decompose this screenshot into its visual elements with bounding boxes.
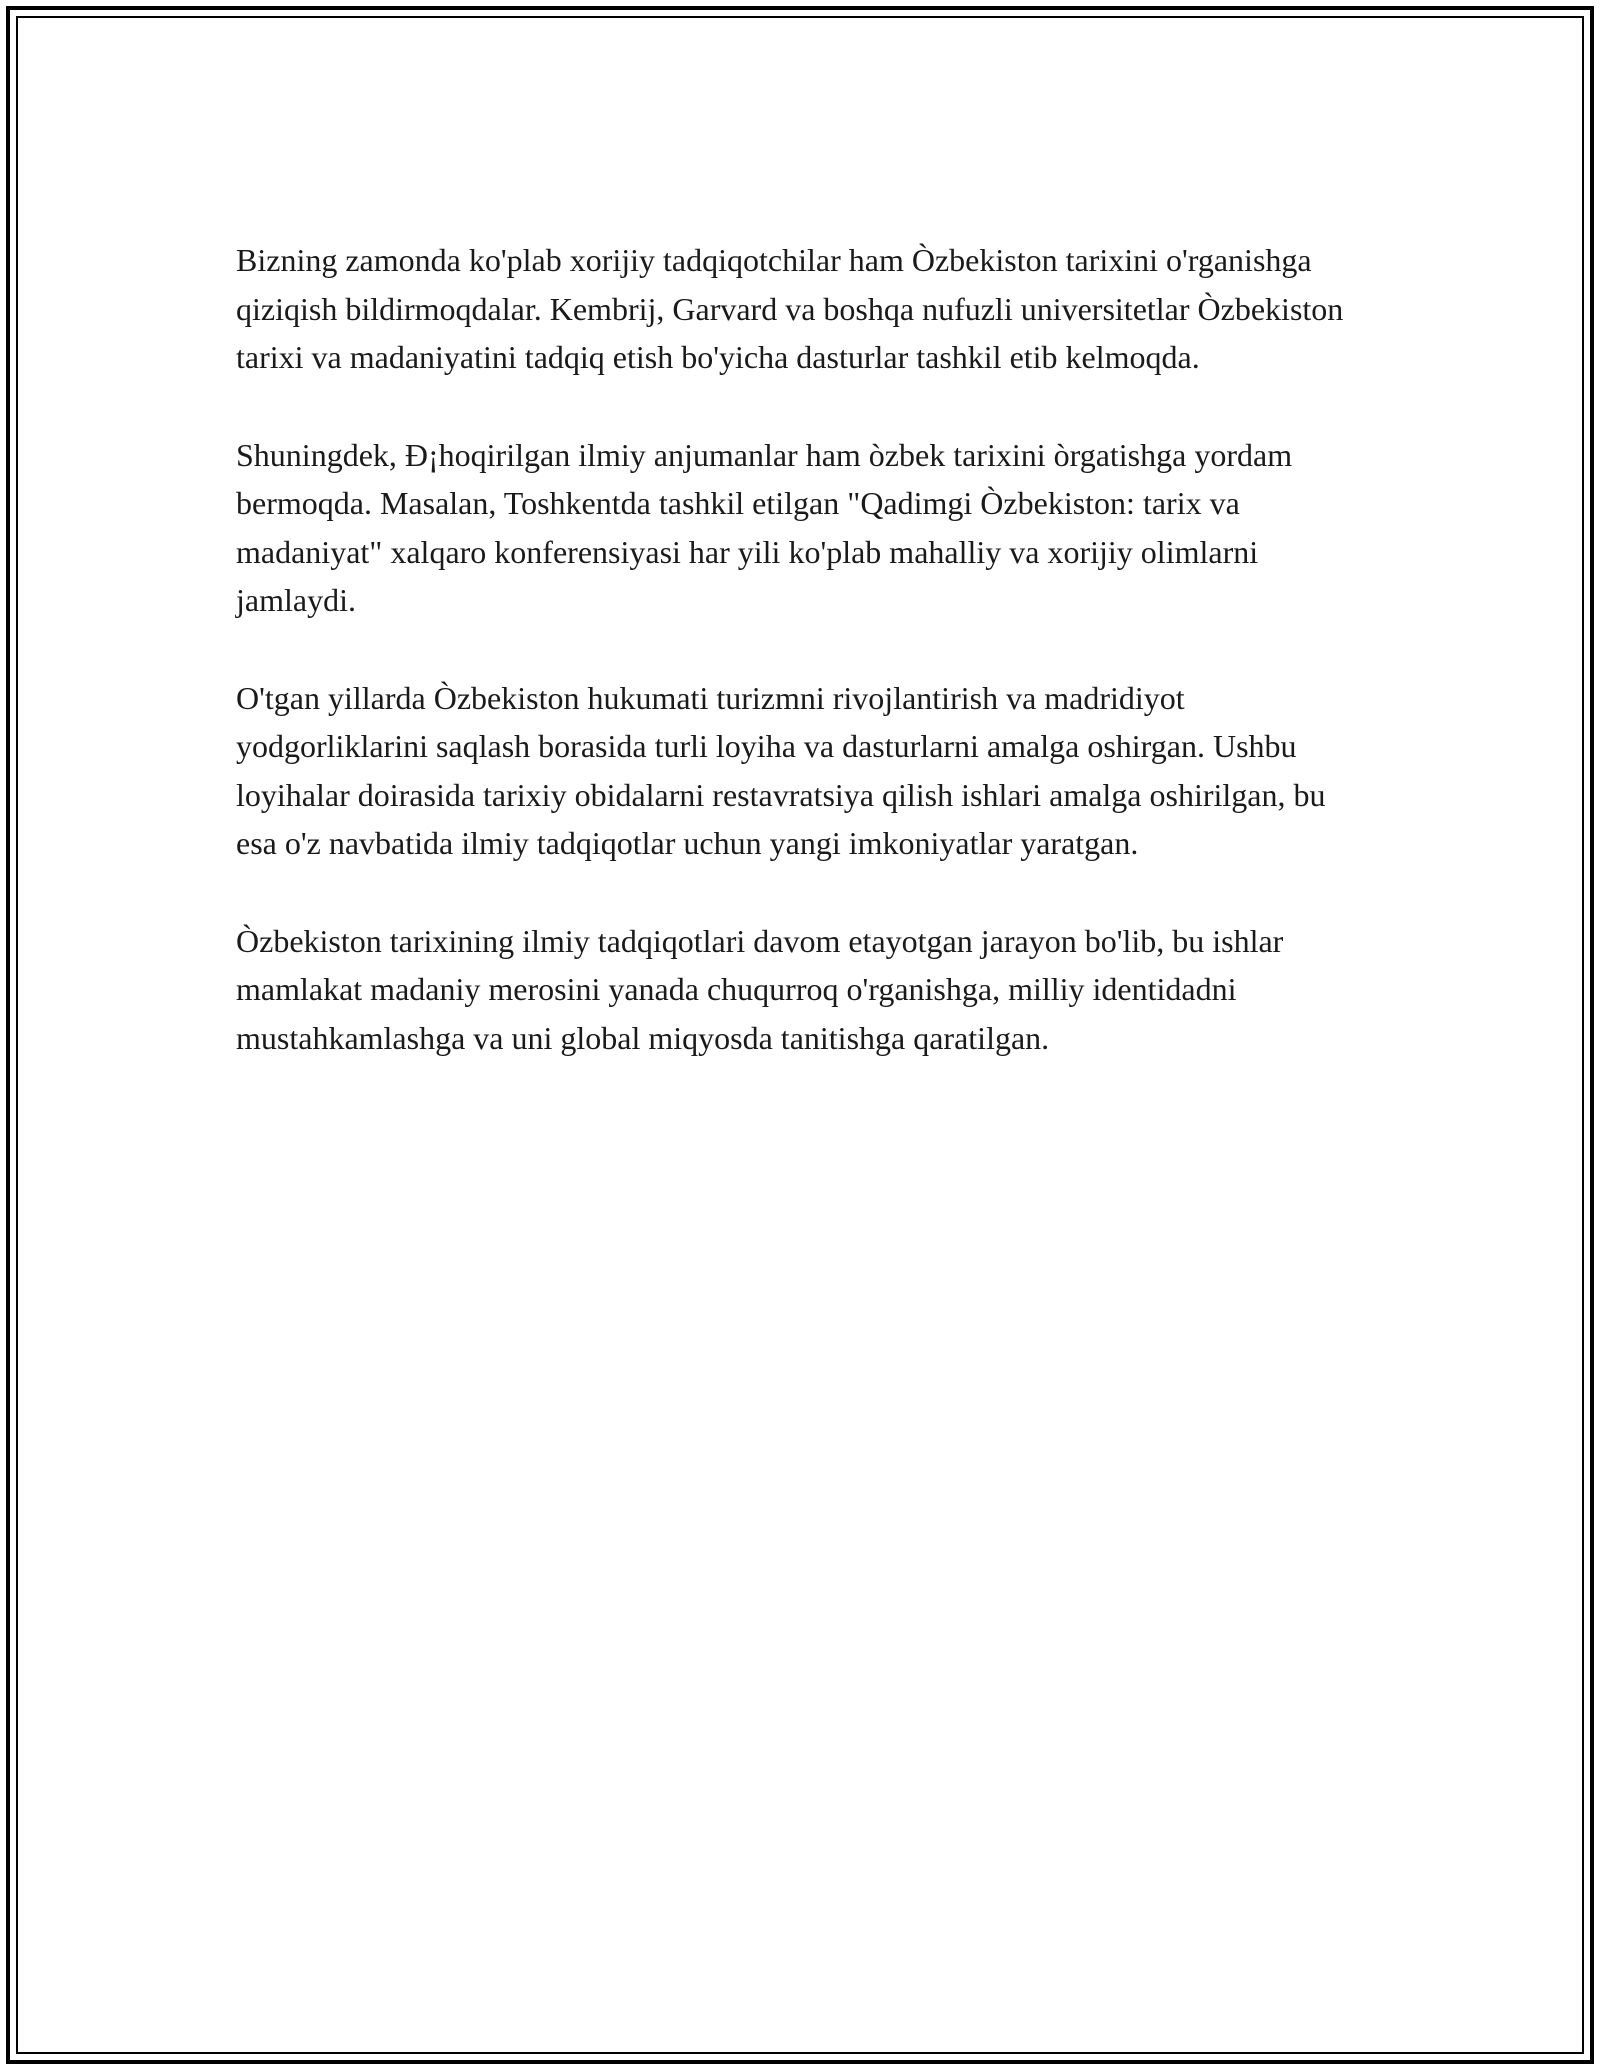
paragraph-4: Òzbekiston tarixining ilmiy tadqiqotlari davom etayotgan jarayon bo'lib, bu ishlar mamlakat madaniy merosini yanada chuqurroq o'rganishga, milliy identidadni mustahkamlashga va uni global miqyosda tanitishga qaratilgan. [236, 922, 1284, 1056]
paragraph-3: O'tgan yillarda Òzbekiston hukumati turizmni rivojlantirish va madridiyot yodgorliklarini saqlash borasida turli loyiha va dasturlarni amalga oshirgan. Ushbu loyihalar doirasida tarixiy obidalarni restavratsiya qilish ishlari amalga oshirilgan, bu esa o'z navbatida ilmiy tadqiqotlar uchun yangi imkoniyatlar yaratgan. [236, 679, 1326, 861]
document-body [236, 236, 1366, 1111]
paragraph-1: Bizning zamonda ko'plab xorijiy tadqiqotchilar ham Òzbekiston tarixini o'rganishga qiziqish bildirmoqdalar. Kembrij, Garvard va boshqa nufuzli universitetlar Òzbekiston tarixi va madaniyatini tadqiq etish bo'yicha dasturlar tashkil etib kelmoqda. [236, 242, 1344, 375]
paragraph-2: Shuningdek, Ð¡hoqirilgan ilmiy anjumanlar ham òzbek tarixini òrgatishga yordam bermoqda. Masalan, Toshkentda tashkil etilgan "Qadimgi Òzbekiston: tarix va madaniyat" xalqaro konferensiyasi har yili ko'plab mahalliy va xorijiy olimlarni jamlaydi. [236, 436, 1293, 618]
